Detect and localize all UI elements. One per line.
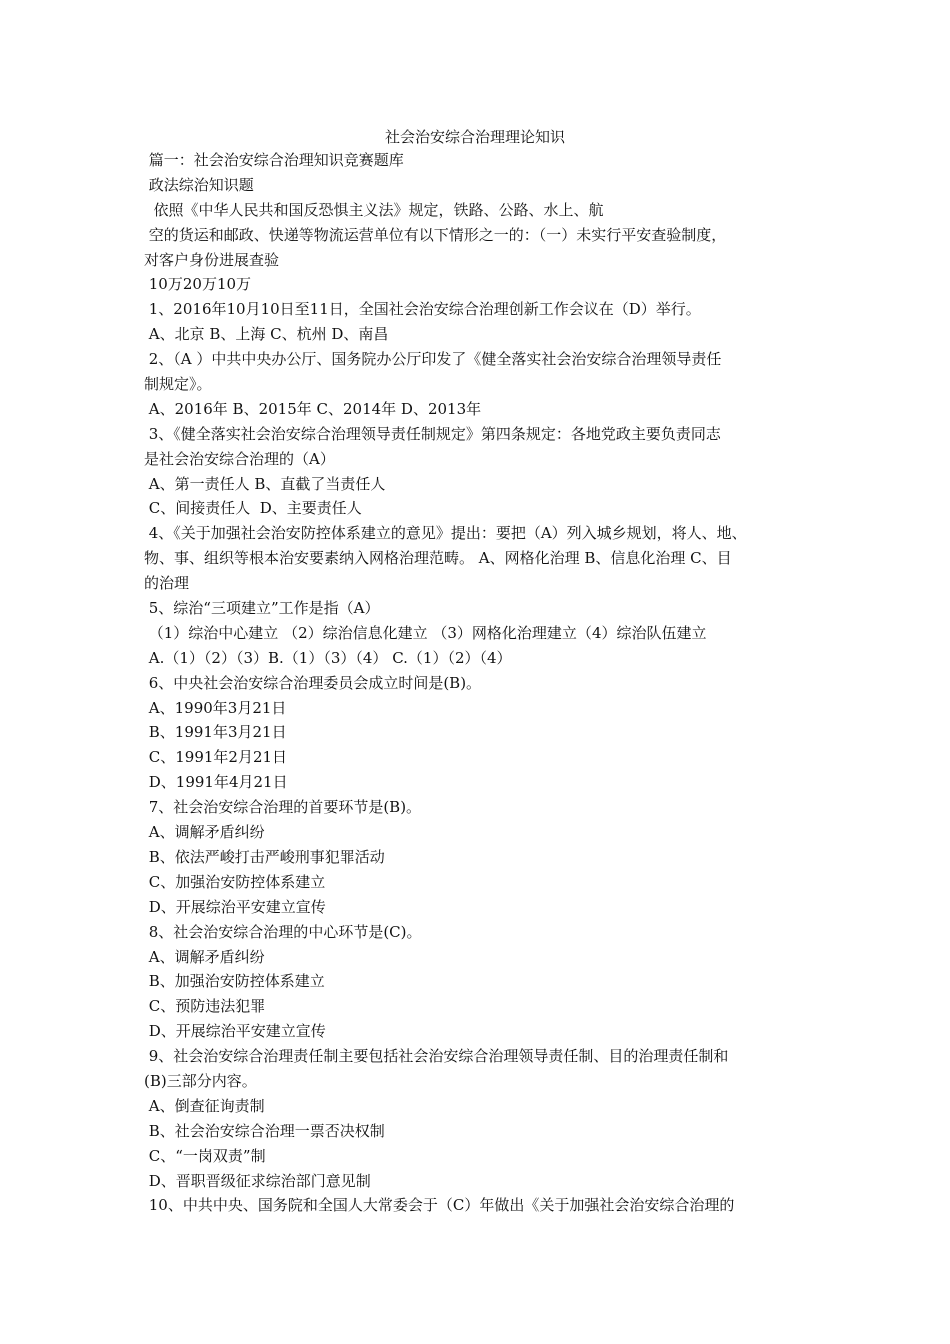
document-body <box>144 148 824 1218</box>
text-line: 政法综治知识题 <box>144 175 254 194</box>
text-line: 5、综治“三项建立”工作是指（A） <box>144 599 380 618</box>
text-line: 8、社会治安综合治理的中心环节是(C)。 <box>144 922 422 941</box>
text-line: 10万20万10万 <box>144 275 252 294</box>
text-line: 物、事、组织等根本治安要素纳入网格治理范畴。 A、网格化治理 B、信息化治理 C、目 <box>144 549 732 568</box>
text-line: 7、社会治安综合治理的首要环节是(B)。 <box>144 798 422 817</box>
text-line: 空的货运和邮政、快递等物流运营单位有以下情形之一的：（一）未实行平安查验制度， <box>144 225 727 244</box>
text-line: A.（1）（2）（3）B.（1）（3）（4） C.（1）（2）（4） <box>144 648 512 667</box>
text-line: B、1991年3月21日 <box>144 723 287 742</box>
text-line: 9、社会治安综合治理责任制主要包括社会治安综合治理领导责任制、目的治理责任制和 <box>144 1047 729 1066</box>
text-line: 制规定》。 <box>144 375 212 394</box>
text-line: 对客户身份进展查验 <box>144 250 280 269</box>
text-line: 10、中共中央、国务院和全国人大常委会于（C）年做出《关于加强社会治安综合治理的 <box>144 1196 735 1215</box>
text-line: C、加强治安防控体系建立 <box>144 872 326 891</box>
text-line: D、晋职晋级征求综治部门意见制 <box>144 1171 371 1190</box>
text-line: 的治理 <box>144 574 190 593</box>
text-line: C、“一岗双责”制 <box>144 1146 266 1165</box>
text-line: B、依法严峻打击严峻刑事犯罪活动 <box>144 847 385 866</box>
text-line: 3、《健全落实社会治安综合治理领导责任制规定》第四条规定：各地党政主要负责同志 <box>144 424 721 443</box>
text-line: C、1991年2月21日 <box>144 748 288 767</box>
document-title: 社会治安综合治理理论知识 <box>384 128 565 146</box>
text-line: A、2016年 B、2015年 C、2014年 D、2013年 <box>144 399 482 418</box>
text-line: D、1991年4月21日 <box>144 773 288 792</box>
text-line: D、开展综治平安建立宣传 <box>144 897 326 916</box>
text-line: A、调解矛盾纠纷 <box>144 947 265 966</box>
text-line: A、北京 B、上海 C、杭州 D、南昌 <box>144 325 389 344</box>
text-line: （1）综治中心建立 （2）综治信息化建立 （3）网格化治理建立（4）综治队伍建立 <box>144 623 707 642</box>
text-line: 2、（A ）中共中央办公厅、国务院办公厅印发了《健全落实社会治安综合治理领导责任 <box>144 350 722 369</box>
text-line: B、加强治安防控体系建立 <box>144 972 325 991</box>
text-line: A、倒查征询责制 <box>144 1096 265 1115</box>
text-line: C、预防违法犯罪 <box>144 997 266 1016</box>
text-line: 1、2016年10月10日至11日，全国社会治安综合治理创新工作会议在（D）举行。 <box>144 300 701 319</box>
text-line: 6、中央社会治安综合治理委员会成立时间是(B)。 <box>144 673 482 692</box>
text-line: 是社会治安综合治理的（A） <box>144 449 335 468</box>
text-line: A、调解矛盾纠纷 <box>144 823 265 842</box>
text-line: 4、《关于加强社会治安防控体系建立的意见》提出：要把（A）列入城乡规划，将人、地、 <box>144 524 747 543</box>
text-line: A、1990年3月21日 <box>144 698 287 717</box>
text-line: 依照《中华人民共和国反恐惧主义法》规定，铁路、公路、水上、航 <box>144 200 604 219</box>
text-line: 篇一：社会治安综合治理知识竞赛题库 <box>144 151 404 169</box>
text-line: D、开展综治平安建立宣传 <box>144 1022 326 1041</box>
text-line: C、间接责任人 D、主要责任人 <box>144 499 362 518</box>
text-line: B、社会治安综合治理一票否决权制 <box>144 1121 385 1140</box>
text-line: A、第一责任人 B、直截了当责任人 <box>144 474 386 493</box>
text-line: (B)三部分内容。 <box>144 1071 257 1090</box>
